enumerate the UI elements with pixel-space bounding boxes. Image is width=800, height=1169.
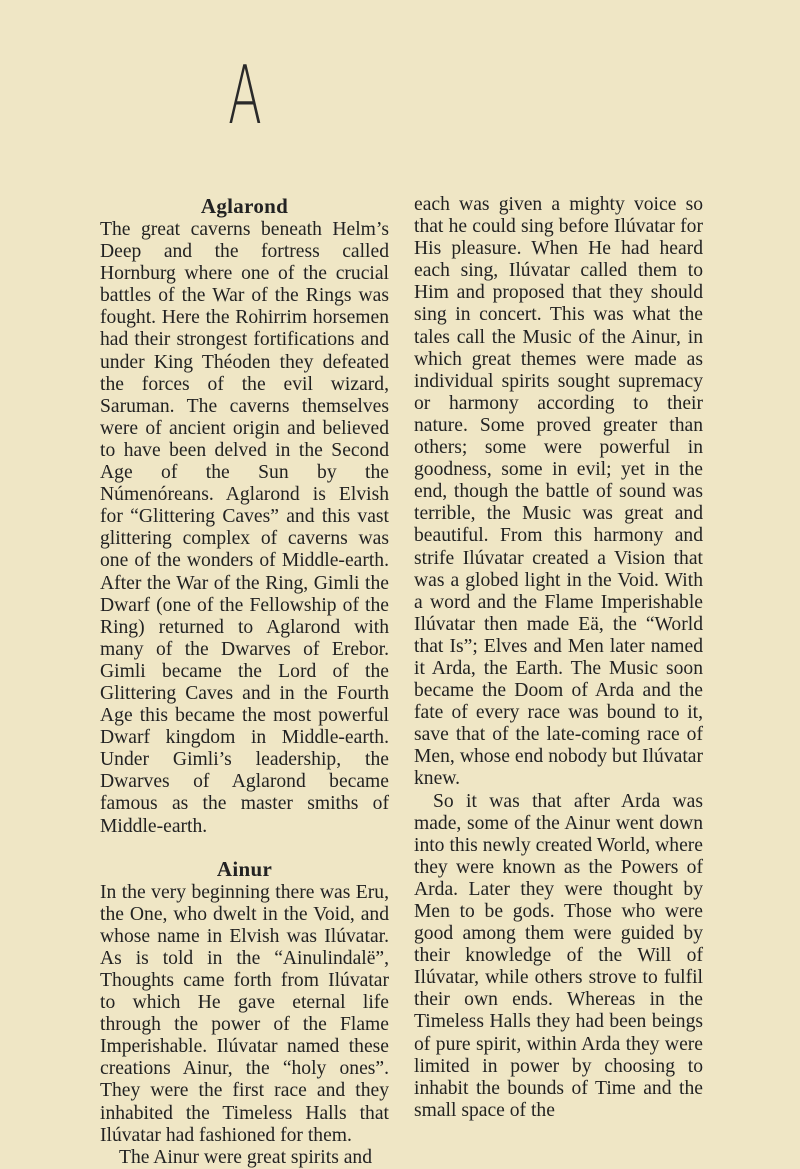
entry-text-ainur-p3: So it was that after Arda was made, some of the Ainur went down into this newly created World, where they were known as the Powers of Arda. Later they were thought by Men to be gods. Those who were good among them were guided by their knowledge of the Will of Ilúvatar, while others strove to fulfil their own ends. Whereas in the Timeless Halls they had been beings of pure spirit, within Arda they were limited in power by choosing to inhabit the bounds of Time and the small space of the: [414, 790, 703, 1121]
entry-gap: [100, 838, 389, 856]
right-column: [414, 194, 703, 1122]
entry-title-aglarond: Aglarond: [200, 194, 289, 218]
left-column: [100, 194, 389, 1169]
entry-text-ainur-p1: In the very beginning there was Eru, the One, who dwelt in the Void, and whose name in Elvish was Ilúvatar. As is told in the “Ainulindalë”, Thoughts came forth from Ilúvatar to which He gave eternal life through the power of the Flame Imperishable. Ilúvatar named these creations Ainur, the “holy ones”. They were the first race and they inhabited the Timeless Halls that Ilúvatar had fashioned for them.: [100, 881, 389, 1146]
section-letter: A: [228, 49, 262, 142]
entry-text-aglarond: The great caverns beneath Helm’s Deep and the fortress called Hornburg where one of the crucial battles of the War of the Rings was fought. Here the Rohirrim horsemen had their strongest fortifications and under King Théoden they defeated the forces of the evil wizard, Saruman. The caverns themselves were of ancient origin and believed to have been delved in the Second Age of the Sun by the Númenóreans. Aglarond is Elvish for “Glittering Caves” and this vast glittering complex of caverns was one of the wonders of Middle-earth. After the War of the Ring, Gimli the Dwarf (one of the Fellowship of the Ring) returned to Aglarond with many of the Dwarves of Erebor. Gimli became the Lord of the Glittering Caves and in the Fourth Age this became the most powerful Dwarf kingdom in Middle-earth. Under Gimli’s leadership, the Dwarves of Aglarond became famous as the master smiths of Middle-earth.: [100, 219, 389, 837]
entry-title-ainur: Ainur: [216, 856, 273, 881]
entry-text-ainur-p2-cont: each was given a mighty voice so that he could sing before Ilúvatar for His pleasure. When He had heard each sing, Ilúvatar called them to Him and proposed that they should sing in concert. This was what the tales call the Music of the Ainur, in which great themes were made as individual spirits sought supremacy or harmony according to their nature. Some proved greater than others; some were powerful in goodness, some in evil; yet in the end, though the battle of sound was terrible, the Music was great and beautiful. From this harmony and strife Ilúvatar created a Vision that was a globed light in the Void. With a word and the Flame Imperishable Ilúvatar then made Eä, the “World that Is”; Elves and Men later named it Arda, the Earth. The Music soon became the Doom of Arda and the fate of every race was bound to it, save that of the late-coming race of Men, whose end nobody but Ilúvatar knew.: [414, 194, 703, 790]
entry-text-ainur-p2-start: The Ainur were great spirits and: [119, 1146, 373, 1168]
